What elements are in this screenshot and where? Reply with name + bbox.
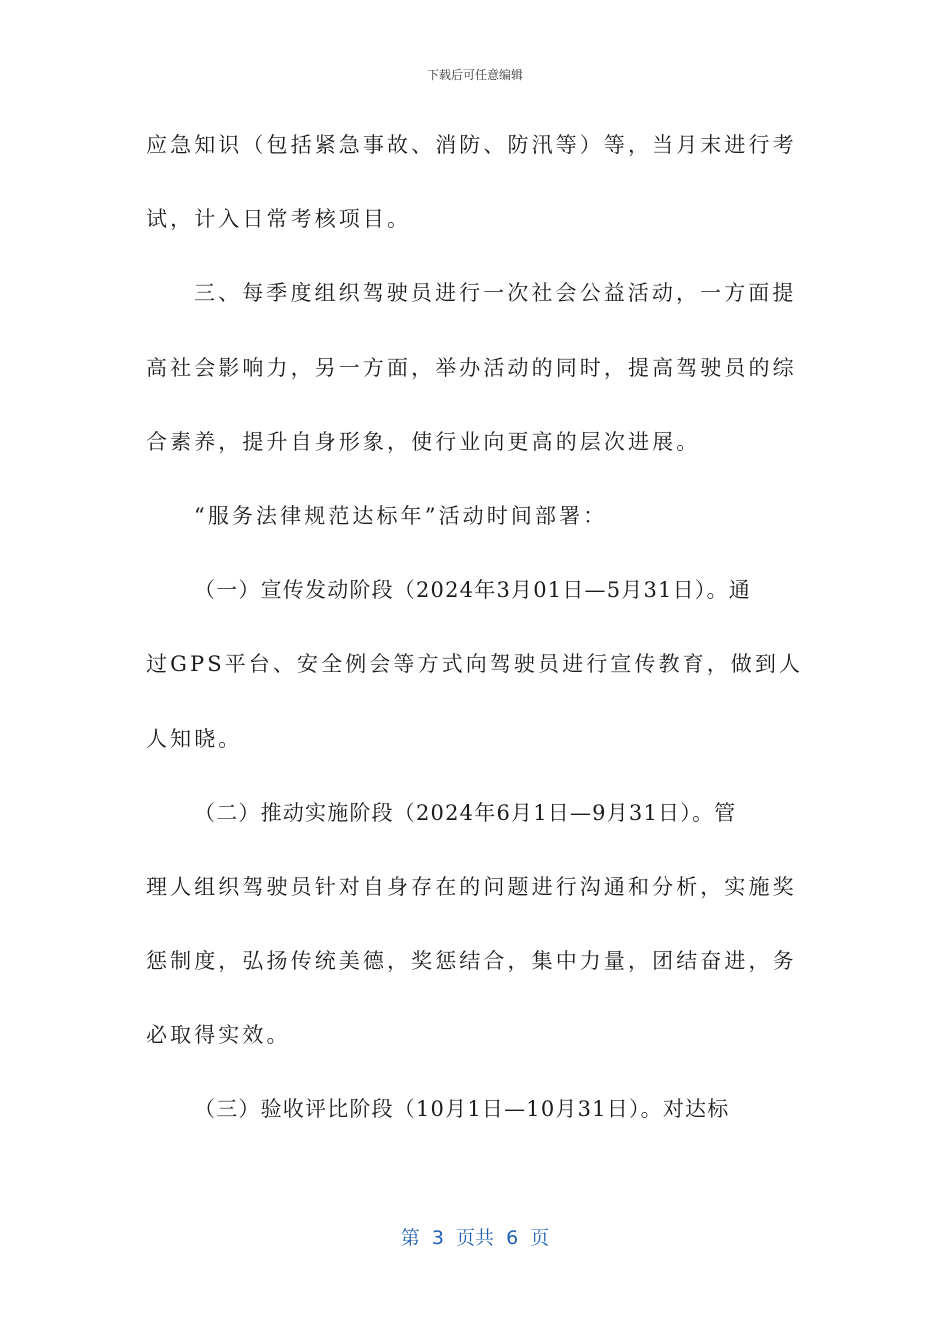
paragraph-line: 高社会影响力，另一方面，举办活动的同时，提高驾驶员的综 — [146, 355, 797, 380]
page-header: 下载后可任意编辑 — [426, 68, 523, 82]
paragraph-line: 合素养，提升自身形象，使行业向更高的层次进展。 — [146, 429, 701, 454]
paragraph-line: 惩制度，弘扬传统美德，奖惩结合，集中力量，团结奋进，务 — [146, 949, 797, 974]
paragraph-line: 理人组织驾驶员针对自身存在的问题进行沟通和分析，实施奖 — [146, 874, 797, 899]
paragraph-line: （三）验收评比阶段（10月1日—10月31日）。对达标 — [194, 1097, 730, 1122]
paragraph-line: 三、每季度组织驾驶员进行一次社会公益活动，一方面提 — [194, 281, 797, 306]
paragraph-line: 必取得实效。 — [146, 1023, 291, 1048]
paragraph-line: 过GPS平台、安全例会等方式向驾驶员进行宣传教育，做到人 — [146, 652, 804, 677]
paragraph-line: 试，计入日常考核项目。 — [146, 207, 412, 232]
paragraph-line: （一）宣传发动阶段（2024年3月01日—5月31日）。通 — [194, 578, 751, 603]
document-body — [146, 127, 806, 1166]
paragraph-line: （二）推动实施阶段（2024年6月1日—9月31日）。管 — [194, 800, 737, 825]
paragraph-line: 人知晓。 — [146, 726, 243, 751]
paragraph-line: “服务法律规范达标年”活动时间部署： — [194, 503, 608, 528]
page-number-footer: 第 3 页共 6 页 — [400, 1227, 550, 1249]
paragraph-line: 应急知识（包括紧急事故、消防、防汛等）等，当月末进行考 — [146, 133, 797, 157]
